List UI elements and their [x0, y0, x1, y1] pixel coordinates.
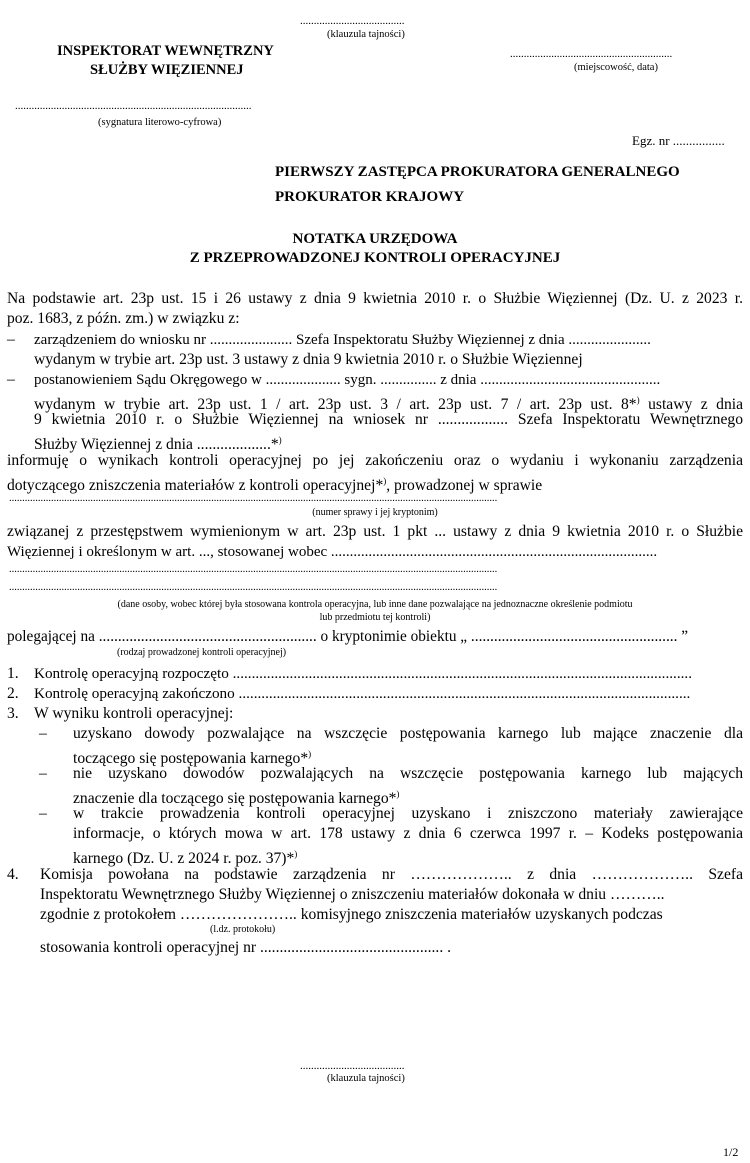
- intro-line2: poz. 1683, z późn. zm.) w związku z:: [7, 310, 240, 327]
- copy-number: Egz. nr ................: [632, 133, 725, 148]
- dash-marker: –: [39, 805, 47, 822]
- destroyed-materials-line2: informacje, o których mowa w art. 178 ustawy z dnia 6 czerwca 1997 r. – Kodeks postępowania: [73, 825, 743, 842]
- signature-caption: (sygnatura literowo-cyfrowa): [98, 117, 222, 128]
- classification-top-dots: ......................................: [300, 15, 405, 27]
- dash-marker: –: [39, 765, 47, 782]
- item-number-2: 2.: [7, 685, 19, 702]
- court-order-line2: wydanym w trybie art. 23p ust. 1 / art. 23p ust. 3 / art. 23p ust. 7 / art. 23p ust. 8*) ustawy z dnia: [34, 395, 743, 414]
- ordinance-line2: wydanym w trybie art. 23p ust. 3 ustawy z dnia 9 kwietnia 2010 r. o Służbie Więziennej: [34, 351, 583, 368]
- commission-line3: zgodnie z protokołem ………………….. komisyjnego zniszczenia materiałów uzyskanych podczas: [40, 906, 663, 923]
- person-caption-2: lub przedmiotu tej kontroli): [319, 612, 431, 623]
- item-number-3: 3.: [7, 705, 19, 722]
- commission-line1: Komisja powołana na podstawie zarządzenia nr ……………….. z dnia ……………….. Szefa: [40, 866, 743, 883]
- case-number-dots: ..........................................................................................................................................................................................: [9, 493, 498, 504]
- page-number: 1/2: [723, 1145, 739, 1159]
- control-ended-line: Kontrolę operacyjną zakończono .......................................................................................................................: [34, 685, 691, 702]
- destroyed-materials-line3: karnego (Dz. U. z 2024 r. poz. 37)*): [73, 849, 298, 868]
- document-title-line2: Z PRZEPROWADZONEJ KONTROLI OPERACYJNEJ: [189, 250, 561, 266]
- dash-marker: –: [39, 725, 47, 742]
- control-type-line: polegającej na ......................................................... o kryptonimie obiektu „ ...................................................... ”: [7, 628, 689, 645]
- inform-line2: dotyczącego zniszczenia materiałów z kontroli operacyjnej*), prowadzonej w sprawie: [7, 476, 543, 495]
- commission-line4: stosowania kontroli operacyjnej nr ............................................... .: [40, 939, 452, 956]
- intro-line1: Na podstawie art. 23p ust. 15 i 26 ustawy z dnia 9 kwietnia 2010 r. o Służbie Więziennej (Dz. U. z 2023 r.: [7, 290, 743, 307]
- evidence-obtained-line2: toczącego się postępowania karnego*): [73, 749, 312, 768]
- court-order-line1: postanowieniem Sądu Okręgowego w .................... sygn. ............... z dnia ................................................: [34, 372, 661, 388]
- crime-line1: związanej z przestępstwem wymienionym w art. 23p ust. 1 pkt ... ustawy z dnia 9 kwietnia 2010 r. o Służbie: [7, 523, 743, 540]
- case-number-caption: (numer sprawy i jej kryptonim): [312, 507, 438, 518]
- person-caption-1: (dane osoby, wobec której była stosowana kontrola operacyjna, lub inne dane pozwalające na jednoznaczne określenie podmiotu: [117, 599, 633, 610]
- crime-line2: Więziennej i określonym w art. ..., stosowanej wobec .......................................................................................: [7, 544, 658, 560]
- control-results-heading: W wyniku kontroli operacyjnej:: [34, 705, 234, 722]
- item-number-1: 1.: [7, 665, 19, 682]
- place-date-dots: ...........................................................: [510, 48, 673, 60]
- signature-dots: ......................................................................................: [15, 100, 252, 112]
- classification-bottom-dots: ......................................: [300, 1060, 405, 1072]
- addressee-line1: PIERWSZY ZASTĘPCA PROKURATORA GENERALNEGO: [275, 164, 680, 180]
- classification-top-caption: (klauzula tajności): [327, 29, 405, 40]
- no-evidence-line1: nie uzyskano dowodów pozwalających na wszczęcie postępowania karnego lub mających: [73, 765, 743, 782]
- court-order-line3: 9 kwietnia 2010 r. o Służbie Więziennej na wniosek nr .................. Szefa Inspektoratu Wewnętrznego: [34, 411, 743, 428]
- inform-line1: informuję o wynikach kontroli operacyjnej po jej zakończeniu oraz o wydaniu i wykonaniu zarządzenia: [7, 452, 743, 469]
- dash-marker: –: [7, 371, 15, 388]
- court-order-line4: Służby Więziennej z dnia ...................*): [34, 435, 282, 454]
- evidence-obtained-line1: uzyskano dowody pozwalające na wszczęcie postępowania karnego lub mające znaczenie dla: [73, 725, 743, 742]
- no-evidence-line2: znaczenie dla toczącego się postępowania karnego*): [73, 789, 400, 808]
- addressee-line2: PROKURATOR KRAJOWY: [275, 189, 465, 205]
- item-number-4: 4.: [7, 866, 19, 883]
- destroyed-materials-line1: w trakcie prowadzenia kontroli operacyjnej uzyskano i zniszczono materiały zawierające: [73, 805, 743, 822]
- protocol-number-caption: (l.dz. protokołu): [210, 924, 276, 935]
- commission-line2: Inspektoratu Wewnętrznego Służby Więziennej o zniszczeniu materiałów dokonała w dniu ………..: [40, 886, 665, 903]
- control-started-line: Kontrolę operacyjną rozpoczęto .........................................................................................................................: [34, 665, 693, 682]
- institution-line2: SŁUŻBY WIĘZIENNEJ: [90, 62, 244, 78]
- institution-line1: INSPEKTORAT WEWNĘTRZNY: [57, 43, 274, 59]
- ordinance-line1: zarządzeniem do wniosku nr ...................... Szefa Inspektoratu Służby Więziennej z dnia ......................: [34, 332, 651, 348]
- place-date-caption: (miejscowość, data): [574, 62, 658, 73]
- person-dots-1: ..........................................................................................................................................................................................: [9, 564, 498, 575]
- document-title-line1: NOTATKA URZĘDOWA: [292, 231, 458, 247]
- person-dots-2: ..........................................................................................................................................................................................: [9, 582, 498, 593]
- dash-marker: –: [7, 331, 15, 348]
- control-type-caption: (rodzaj prowadzonej kontroli operacyjnej): [117, 647, 287, 658]
- classification-bottom-caption: (klauzula tajności): [327, 1073, 405, 1084]
